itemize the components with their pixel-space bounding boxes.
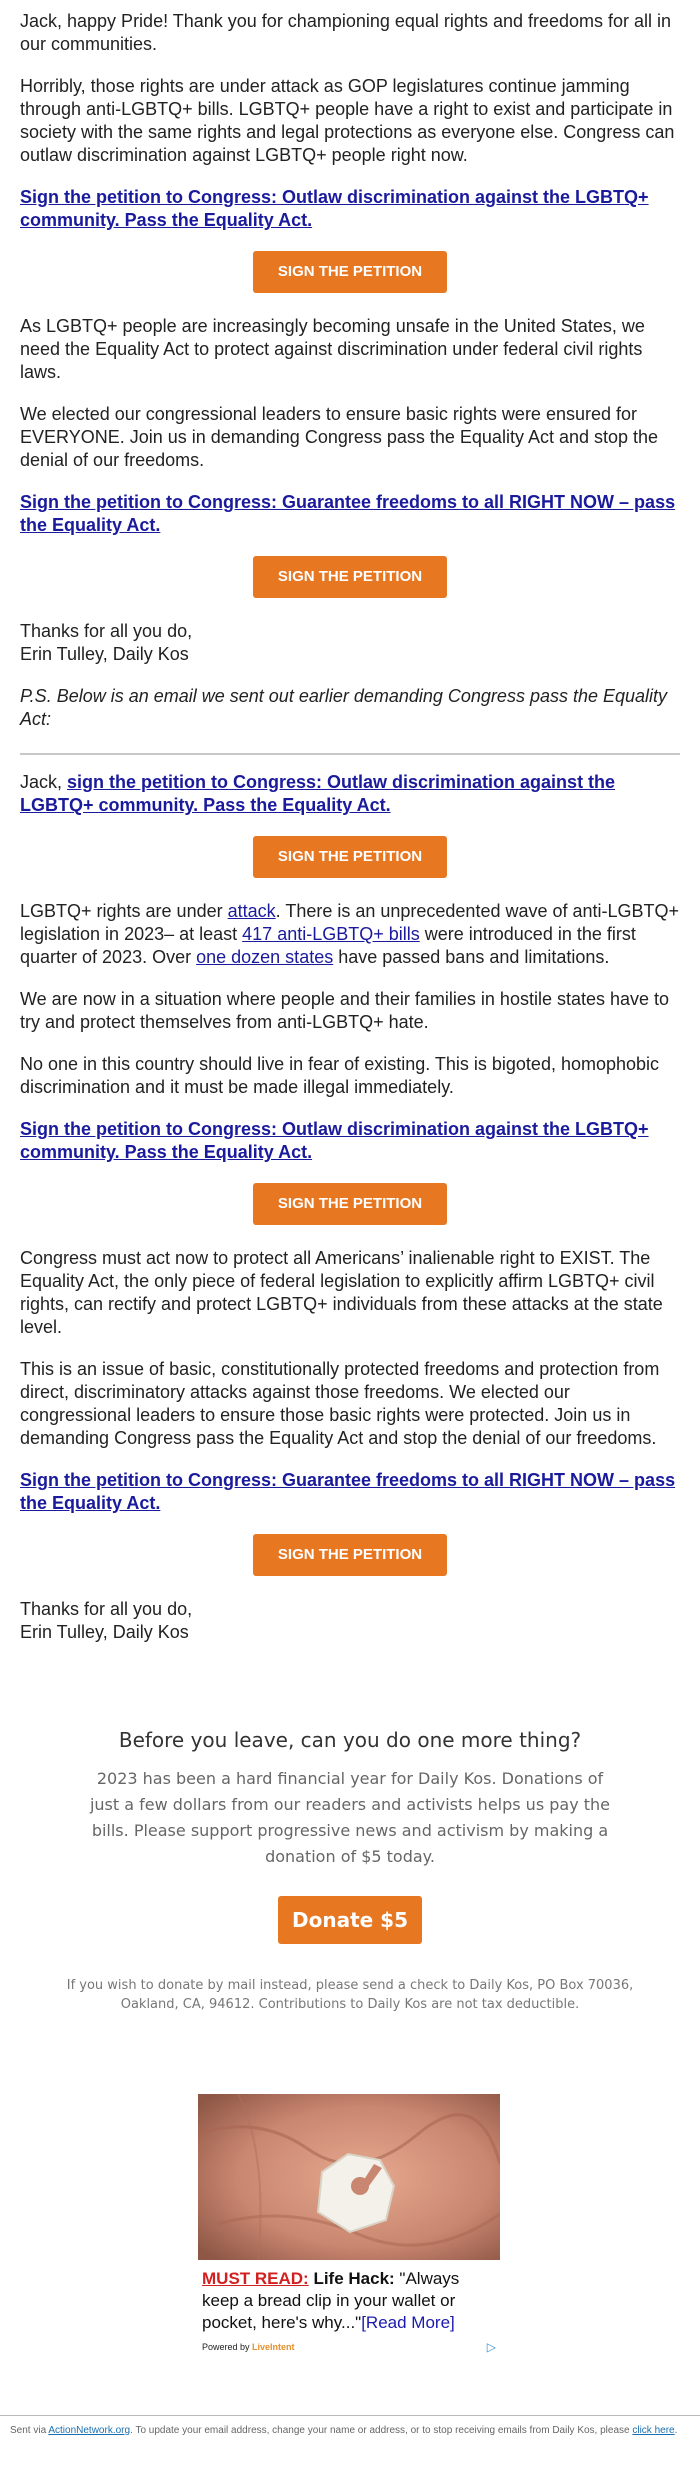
- text-run: LGBTQ+ rights are under: [20, 901, 228, 921]
- congress-act-paragraph: Congress must act now to protect all Americans’ inalienable right to EXIST. The Equality Act, the only piece of federal legislation to explicitly affirm LGBTQ+ civil rights, can rectify and protect LGBTQ+ individuals from these attacks at the state level.: [20, 1248, 663, 1337]
- attack-paragraph: Horribly, those rights are under attack as GOP legislatures continue jamming through anti-LGBTQ+ bills. LGBTQ+ people have a right to exist and participate in society with the same rights and legal protections as everyone else. Congress can outlaw discrimination against LGBTQ+ people right now.: [20, 76, 675, 165]
- sign-petition-button[interactable]: SIGN THE PETITION: [253, 1183, 447, 1225]
- email-footer: [0, 2415, 700, 2438]
- adchoices-icon[interactable]: ▷: [486, 2340, 496, 2354]
- click-here-link[interactable]: click here: [632, 2425, 675, 2436]
- text-run: . There is an unprecedented wave of anti-LGBTQ+ legislation in 2023– at least: [20, 901, 680, 944]
- mail-donation-note: If you wish to donate by mail instead, please send a check to Daily Kos, PO Box 70036, Oakland, CA, 94612. Contributions to Daily Kos are not tax deductible.: [66, 1978, 634, 2012]
- must-read-label: MUST READ:: [202, 2269, 309, 2288]
- attack-link[interactable]: attack: [227, 901, 276, 921]
- elected-paragraph: We elected our congressional leaders to ensure basic rights were ensured for EVERYONE. Join us in demanding Congress pass the Equality Act and stop the denial of our freedoms.: [20, 404, 659, 470]
- appeal-heading: Before you leave, can you do one more thing?: [118, 1728, 582, 1752]
- footer-text: .: [674, 2425, 678, 2436]
- bills-link[interactable]: 417 anti-LGBTQ+ bills: [242, 924, 420, 944]
- earlier-greeting: Jack,: [20, 772, 68, 792]
- sign-petition-button[interactable]: SIGN THE PETITION: [253, 1534, 447, 1576]
- ad-copy[interactable]: [198, 2260, 500, 2340]
- signoff-2: [20, 1598, 680, 1644]
- signoff: [20, 620, 680, 666]
- ps-paragraph: P.S. Below is an email we sent out earlier demanding Congress pass the Equality Act:: [20, 686, 668, 729]
- fear-paragraph: No one in this country should live in fear of existing. This is bigoted, homophobic discrimination and it must be made illegal immediately.: [20, 1054, 660, 1097]
- footer-text: . To update your email address, change your name or address, or to stop receiving emails from Daily Kos, please: [130, 2425, 633, 2436]
- ad-headline: "Always keep a bread clip in your wallet or pocket, here's why...": [202, 2269, 460, 2332]
- text-run: were introduced in the first quarter of 2023. Over: [20, 924, 636, 967]
- liveintent-logo: LiveIntent: [252, 2342, 295, 2352]
- greeting-paragraph: Jack, happy Pride! Thank you for championing equal rights and freedoms for all in our communities.: [20, 11, 672, 54]
- signoff-thanks: Thanks for all you do,: [20, 621, 193, 641]
- life-hack-label: Life Hack:: [313, 2269, 395, 2288]
- hostile-states-paragraph: We are now in a situation where people and their families in hostile states have to try and protect themselves from anti-LGBTQ+ hate.: [20, 989, 670, 1032]
- advertisement[interactable]: [198, 2094, 500, 2354]
- donation-appeal: [60, 1728, 640, 2014]
- rights-attack-paragraph: [20, 900, 680, 969]
- bread-clip-photo[interactable]: [198, 2094, 500, 2260]
- signoff-thanks: Thanks for all you do,: [20, 1599, 193, 1619]
- petition-link-outlaw[interactable]: Sign the petition to Congress: Outlaw discrimination against the LGBTQ+ community. Pass the Equality Act.: [20, 187, 649, 230]
- text-run: have passed bans and limitations.: [333, 947, 610, 967]
- sign-petition-button[interactable]: SIGN THE PETITION: [253, 251, 447, 293]
- basic-freedoms-paragraph: This is an issue of basic, constitutionally protected freedoms and protection from direct, discriminatory attacks against those freedoms. We elected our congressional leaders to ensure those basic rights were protected. Join us in demanding Congress pass the Equality Act and stop the denial of our freedoms.: [20, 1359, 660, 1448]
- petition-link-outlaw-2[interactable]: Sign the petition to Congress: Outlaw discrimination against the LGBTQ+ community. Pass the Equality Act.: [20, 1119, 649, 1162]
- petition-link-guarantee-2[interactable]: Sign the petition to Congress: Guarantee freedoms to all RIGHT NOW – pass the Equality Act.: [20, 1470, 676, 1513]
- donate-button[interactable]: Donate $5: [278, 1896, 422, 1944]
- powered-by: [202, 2342, 295, 2352]
- signoff-name: Erin Tulley, Daily Kos: [20, 1622, 189, 1642]
- signoff-name: Erin Tulley, Daily Kos: [20, 644, 189, 664]
- petition-link-earlier[interactable]: sign the petition to Congress: Outlaw discrimination against the LGBTQ+ community. Pass the Equality Act.: [20, 772, 616, 815]
- email-body: [20, 10, 680, 1663]
- appeal-body: 2023 has been a hard financial year for Daily Kos. Donations of just a few dollars from our readers and activists helps us pay the bills. Please support progressive news and activism by making a donation of $5 today.: [89, 1769, 611, 1866]
- sign-petition-button[interactable]: SIGN THE PETITION: [253, 556, 447, 598]
- states-link[interactable]: one dozen states: [196, 947, 334, 967]
- powered-by-label: Powered by: [202, 2342, 250, 2352]
- ad-footer: [198, 2340, 500, 2354]
- read-more-link[interactable]: [Read More]: [361, 2313, 455, 2332]
- petition-link-guarantee[interactable]: Sign the petition to Congress: Guarantee freedoms to all RIGHT NOW – pass the Equality Act.: [20, 492, 676, 535]
- earlier-intro: [20, 771, 680, 817]
- actionnetwork-link[interactable]: ActionNetwork.org: [48, 2425, 131, 2436]
- footer-text: Sent via: [10, 2425, 49, 2436]
- divider: [20, 753, 680, 755]
- sign-petition-button[interactable]: SIGN THE PETITION: [253, 836, 447, 878]
- unsafe-paragraph: As LGBTQ+ people are increasingly becoming unsafe in the United States, we need the Equality Act to protect against discrimination under federal civil rights laws.: [20, 316, 645, 382]
